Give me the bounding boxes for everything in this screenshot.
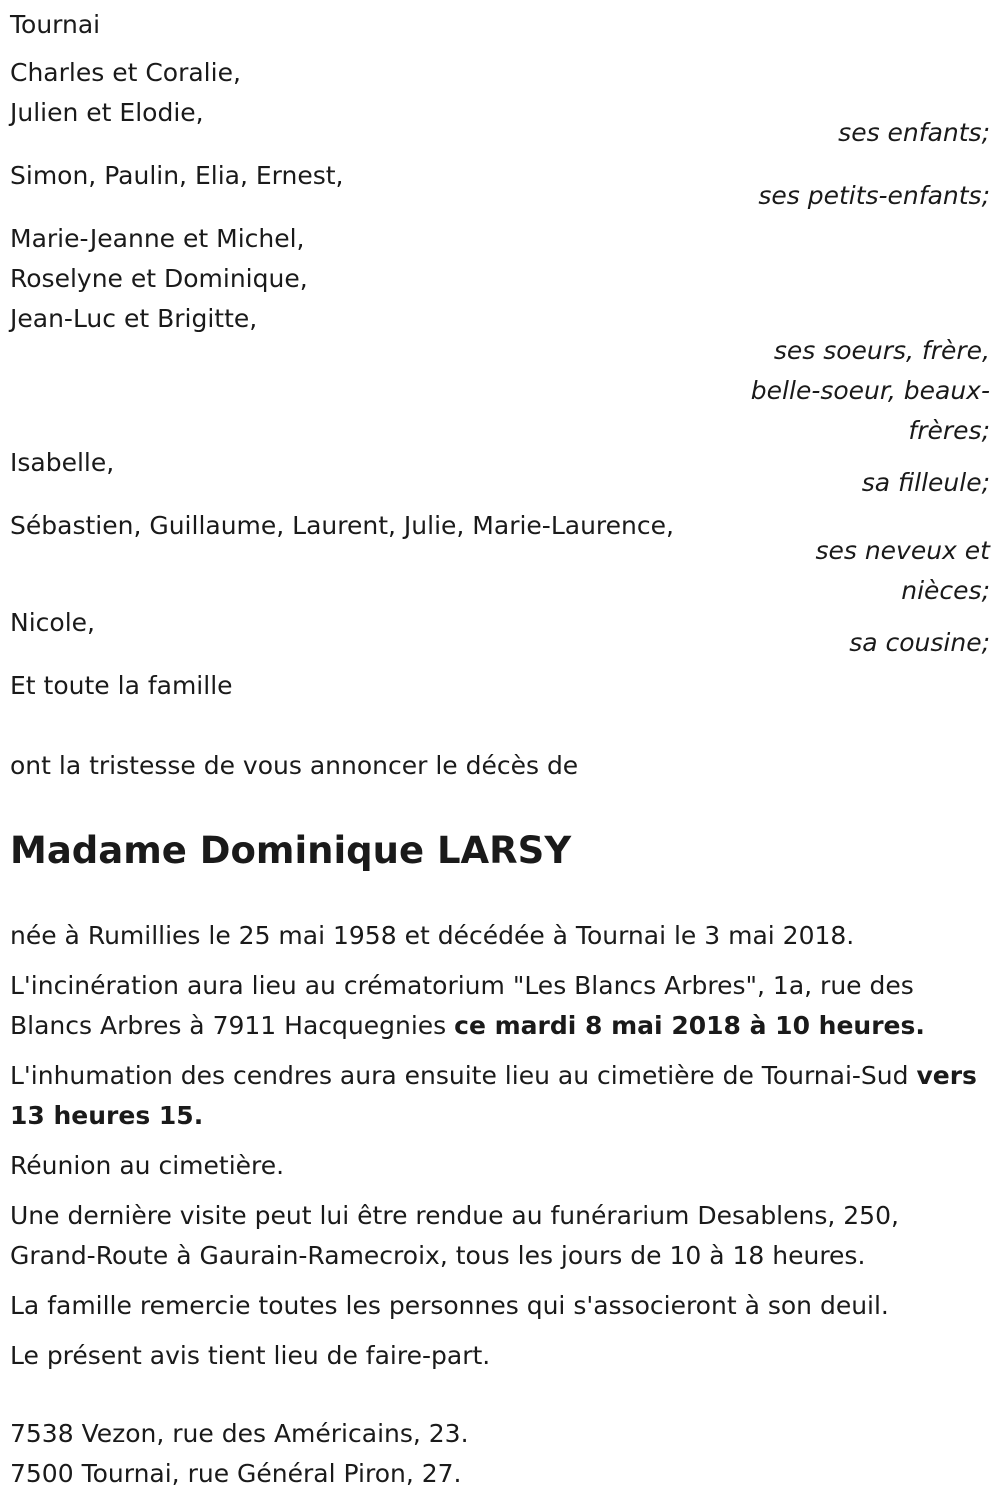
closing-family: Et toute la famille: [10, 671, 233, 700]
family-relation: belle-soeur, beaux-: [750, 376, 990, 405]
family-names: Jean-Luc et Brigitte,: [10, 304, 258, 333]
burial-text: L'inhumation des cendres aura ensuite lieu au cimetière de Tournai-Sud: [10, 1061, 917, 1090]
cremation-text: L'incinération aura lieu au crématorium "Les Blancs Arbres", 1a, rue des Blancs Arbres à 7911 Hacquegnies: [10, 971, 914, 1040]
family-relation: nièces;: [901, 576, 990, 605]
family-names: Julien et Elodie,: [10, 98, 204, 127]
visit-info: Une dernière visite peut lui être rendue au funérarium Desablens, 250, Grand-Route à Gaurain-Ramecroix, tous les jours de 10 à 18 heures.: [10, 1201, 899, 1270]
family-names: Sébastien, Guillaume, Laurent, Julie, Marie-Laurence,: [10, 511, 674, 540]
family-group-nephews-nieces: [10, 506, 990, 611]
family-names: Charles et Coralie,: [10, 58, 241, 87]
family-group-siblings: [10, 219, 990, 451]
notice-text: Le présent avis tient lieu de faire-part.: [10, 1341, 491, 1370]
family-relation: ses enfants;: [838, 118, 990, 147]
thanks-text: La famille remercie toutes les personnes qui s'associeront à son deuil.: [10, 1291, 889, 1320]
family-relation: sa filleule;: [861, 468, 990, 497]
family-group-cousin: [10, 603, 990, 658]
cremation-time: ce mardi 8 mai 2018 à 10 heures.: [454, 1011, 925, 1040]
family-group-goddaughter: [10, 443, 990, 498]
obituary-notice: [10, 5, 990, 1494]
deceased-name: Madame Dominique LARSY: [10, 829, 572, 872]
family-names: Marie-Jeanne et Michel,: [10, 224, 305, 253]
family-relation: ses neveux et: [815, 536, 990, 565]
meeting-info: Réunion au cimetière.: [10, 1151, 285, 1180]
family-relation: ses petits-enfants;: [758, 181, 990, 210]
cremation-info: [10, 966, 990, 1046]
address-line: 7500 Tournai, rue Général Piron, 27.: [10, 1459, 462, 1488]
family-names: Isabelle,: [10, 448, 115, 477]
burial-time: vers 13 heures 15.: [10, 1061, 977, 1130]
birth-death-dates: née à Rumillies le 25 mai 1958 et décédée à Tournai le 3 mai 2018.: [10, 921, 855, 950]
family-names: Nicole,: [10, 608, 95, 637]
burial-info: [10, 1056, 990, 1136]
family-names: Roselyne et Dominique,: [10, 264, 308, 293]
family-group-children: [10, 53, 990, 148]
family-group-grandchildren: [10, 156, 990, 211]
family-relation: sa cousine;: [849, 628, 990, 657]
family-relation: ses soeurs, frère,: [773, 336, 990, 365]
family-relation: frères;: [908, 416, 990, 445]
address-line: 7538 Vezon, rue des Américains, 23.: [10, 1419, 469, 1448]
announcement-text: ont la tristesse de vous annoncer le décès de: [10, 751, 579, 780]
city-header: Tournai: [10, 10, 101, 39]
family-names: Simon, Paulin, Elia, Ernest,: [10, 161, 344, 190]
